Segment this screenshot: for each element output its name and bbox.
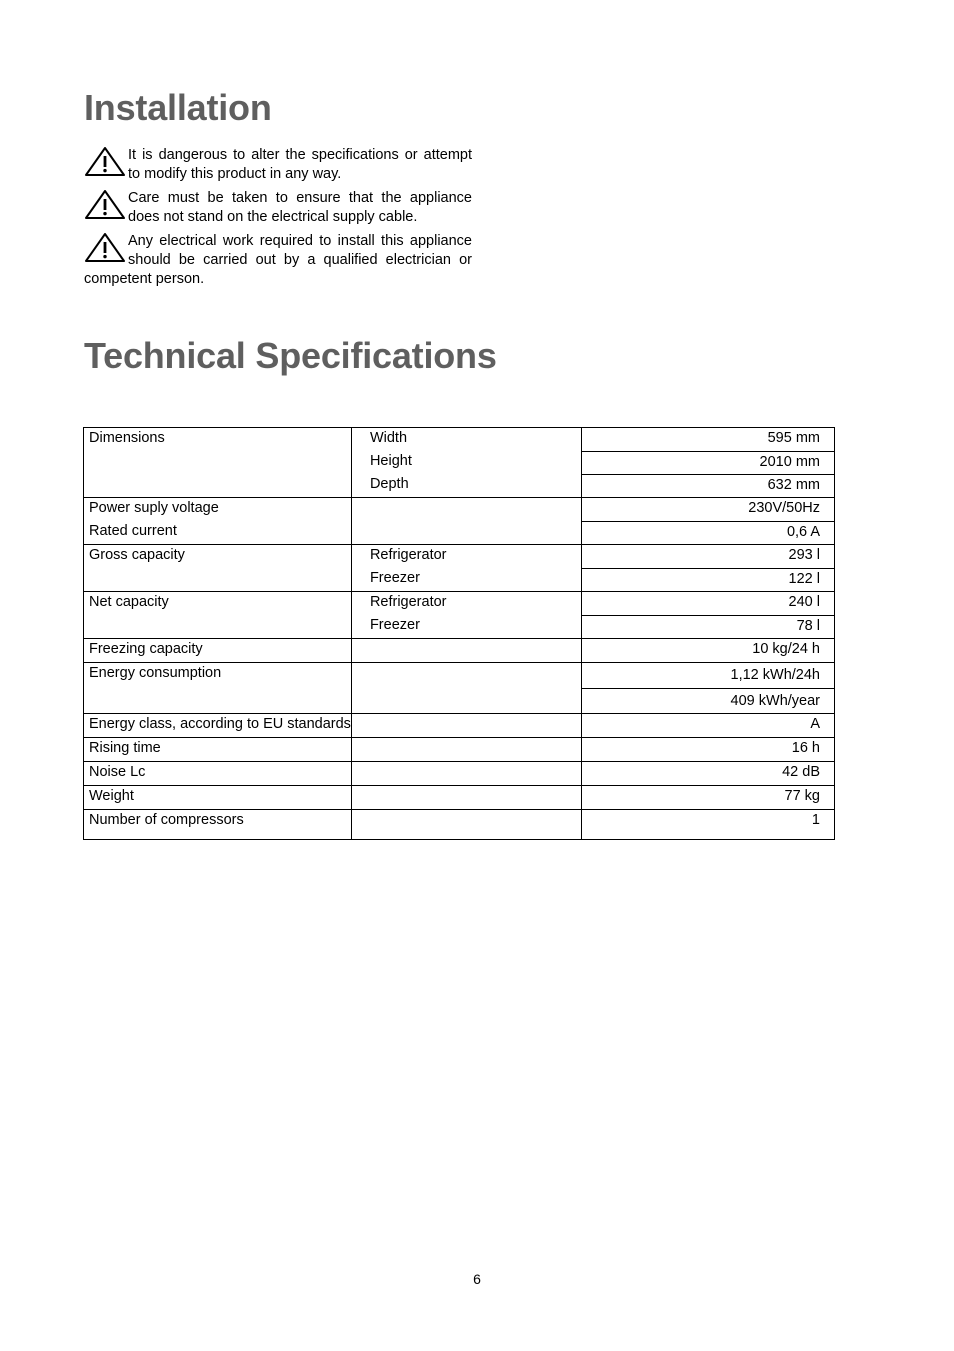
spec-value-cell (582, 498, 835, 545)
spec-value-cell (582, 545, 835, 592)
spec-row (84, 762, 835, 786)
spec-row (84, 428, 835, 498)
spec-value-cell (582, 592, 835, 639)
warning-text: Any electrical work required to install this appliance should be carried out by a qualified electrician or competent person. (84, 233, 472, 287)
warning-item (84, 232, 472, 289)
spec-sublabel-cell (351, 738, 581, 762)
spec-sublabel: Height (369, 453, 412, 469)
warning-triangle-icon (84, 189, 126, 221)
spec-value: 122 l (582, 568, 834, 591)
spec-label-cell (84, 428, 352, 498)
spec-row (84, 738, 835, 762)
page-number: 6 (473, 1271, 481, 1287)
spec-value: 2010 mm (582, 451, 834, 474)
spec-label: Rated current (89, 523, 177, 539)
spec-row (84, 810, 835, 840)
spec-label: Power suply voltage (89, 500, 219, 516)
spec-sublabel-cell (351, 592, 581, 639)
spec-label: Dimensions (89, 430, 165, 446)
spec-sublabel-cell (351, 639, 581, 663)
spec-sublabel-cell (351, 663, 581, 714)
spec-label-cell (84, 639, 352, 663)
spec-label: Energy class, according to EU standards (89, 716, 351, 732)
spec-sublabel: Freezer (369, 570, 420, 586)
spec-label-cell (84, 762, 352, 786)
installation-heading: Installation (84, 87, 272, 128)
spec-label: Noise Lc (89, 764, 146, 780)
spec-label-cell (84, 663, 352, 714)
spec-value: 595 mm (767, 430, 820, 446)
spec-value: 293 l (788, 547, 820, 563)
spec-row (84, 545, 835, 592)
warning-text: It is dangerous to alter the specifications or attempt to modify this product in any way. (128, 147, 472, 182)
spec-value: 0,6 A (582, 521, 834, 544)
spec-value-cell (582, 786, 835, 810)
spec-value: 16 h (791, 740, 820, 756)
spec-sublabel-cell (351, 810, 581, 840)
spec-label-cell (84, 786, 352, 810)
spec-label: Rising time (89, 740, 161, 756)
spec-row (84, 714, 835, 738)
warning-triangle-icon (84, 232, 126, 264)
spec-value: 77 kg (784, 788, 820, 804)
spec-label-cell (84, 810, 352, 840)
spec-value-cell (582, 428, 835, 498)
spec-value: 42 dB (782, 764, 820, 780)
spec-label-cell (84, 592, 352, 639)
spec-value-cell (582, 810, 835, 840)
spec-row (84, 786, 835, 810)
spec-value: A (810, 716, 820, 732)
spec-label: Net capacity (89, 594, 169, 610)
spec-value: 10 kg/24 h (752, 641, 820, 657)
spec-row (84, 663, 835, 714)
spec-row (84, 592, 835, 639)
warning-item (84, 189, 472, 227)
spec-label: Gross capacity (89, 547, 185, 563)
spec-label: Energy consumption (89, 665, 222, 681)
spec-sublabel-cell (351, 498, 581, 545)
warning-item (84, 146, 472, 184)
spec-sublabel: Freezer (369, 617, 420, 633)
spec-sublabel: Width (369, 430, 408, 446)
spec-value: 230V/50Hz (748, 500, 820, 516)
spec-row (84, 639, 835, 663)
warning-text: Care must be taken to ensure that the appliance does not stand on the electrical supply cable. (128, 190, 472, 225)
spec-label-cell (84, 498, 352, 545)
warning-triangle-icon (84, 146, 126, 178)
spec-row (84, 498, 835, 545)
spec-sublabel-cell (351, 762, 581, 786)
spec-value: 78 l (582, 615, 834, 638)
spec-value-cell (582, 738, 835, 762)
spec-sublabel-cell (351, 786, 581, 810)
spec-label-cell (84, 714, 352, 738)
spec-value-cell (582, 714, 835, 738)
technical-specifications-heading: Technical Specifications (84, 335, 497, 376)
spec-sublabel-cell (351, 545, 581, 592)
spec-sublabel-cell (351, 428, 581, 498)
spec-value: 409 kWh/year (582, 688, 834, 713)
spec-sublabel-cell (351, 714, 581, 738)
spec-sublabel: Refrigerator (369, 594, 447, 610)
spec-value: 1,12 kWh/24h (730, 667, 820, 683)
spec-label-cell (84, 545, 352, 592)
spec-label-cell (84, 738, 352, 762)
spec-value-cell (582, 639, 835, 663)
spec-value-cell (582, 663, 835, 714)
spec-value: 1 (811, 812, 820, 828)
spec-label: Weight (89, 788, 134, 804)
spec-value: 240 l (788, 594, 820, 610)
spec-value: 632 mm (582, 474, 834, 497)
spec-sublabel: Depth (369, 476, 409, 492)
spec-value-cell (582, 762, 835, 786)
spec-label: Freezing capacity (89, 641, 203, 657)
spec-sublabel: Refrigerator (369, 547, 447, 563)
spec-table (83, 427, 835, 840)
spec-label: Number of compressors (89, 812, 244, 828)
